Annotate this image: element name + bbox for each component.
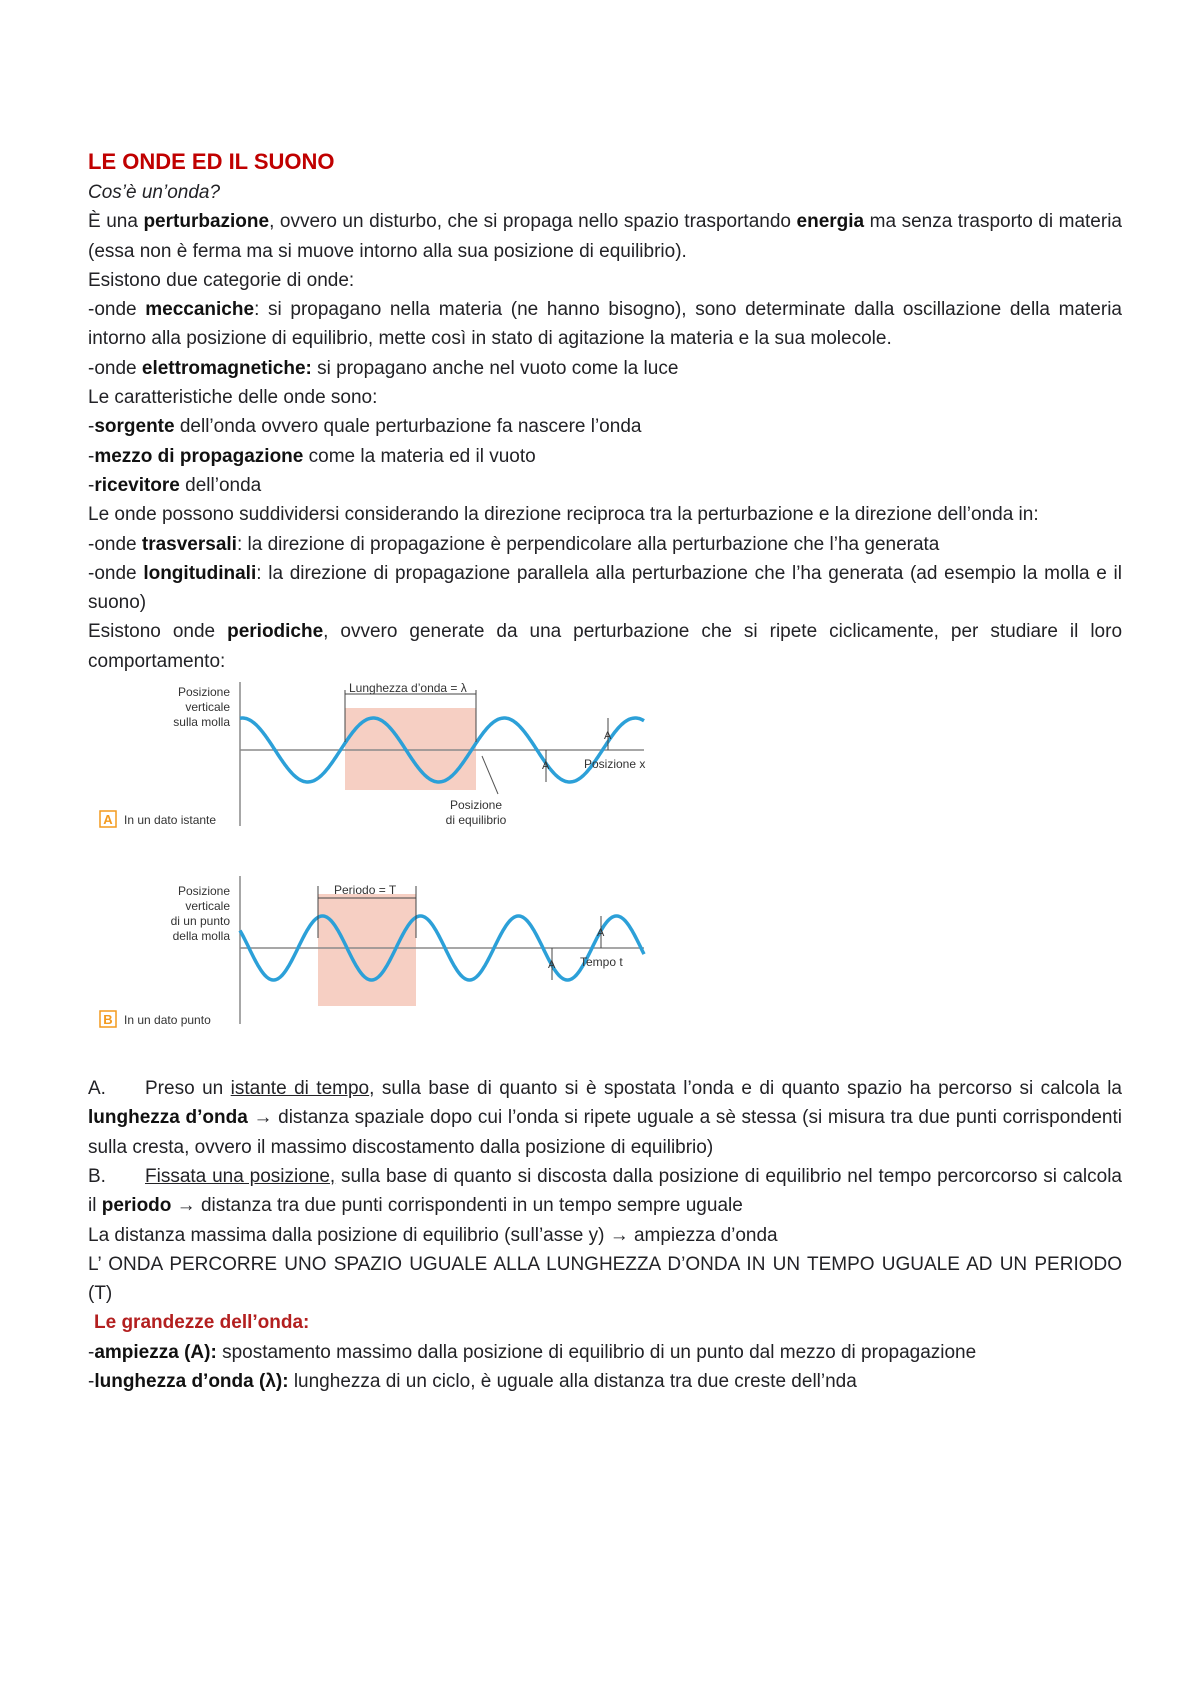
periodic-waves: Esistono onde periodiche, ovvero generate da una perturbazione che si ripete ciclicamente, per studiare il loro comportamento: bbox=[88, 621, 1123, 672]
categories-intro: Esistono due categorie di onde: bbox=[88, 269, 355, 291]
wavelength-label: Lunghezza d’onda = λ bbox=[349, 681, 467, 696]
figure-caption: In un dato punto bbox=[124, 1013, 211, 1028]
item-a: A. Preso un istante di tempo, sulla base di quanto si è spostata l’onda e di quanto spazio ha percorso si calcola la lunghezza d’onda → distanza spaziale dopo cui l’onda si ripete uguale a sè stessa (si misura tra due punti corrispondenti sulla cresta, ovvero il massimo discostamento dalla posizione di equilibrio) bbox=[88, 1078, 1123, 1158]
mechanical-waves: -onde meccaniche: si propagano nella materia (ne hanno bisogno), sono determinate dalla oscillazione della materia intorno alla posizione di equilibrio, mette così in stato di agitazione la materia e la sua molecole. bbox=[88, 299, 1122, 350]
y-axis-label: della molla bbox=[172, 929, 230, 944]
amplitude-label: A bbox=[597, 927, 605, 940]
y-axis-label: Posizione bbox=[177, 685, 230, 700]
y-axis-label: Posizione bbox=[177, 884, 230, 899]
x-axis-label: Posizione x bbox=[584, 757, 646, 772]
amplitude-label: A bbox=[548, 959, 556, 972]
figure-a bbox=[100, 681, 645, 827]
quantity-item: -lunghezza d’onda (λ): lunghezza di un ciclo, è uguale alla distanza tra due creste dell’nda bbox=[88, 1371, 857, 1393]
wave-diagram bbox=[88, 676, 1122, 1074]
em-waves: -onde elettromagnetiche: si propagano anche nel vuoto come la luce bbox=[88, 357, 679, 379]
page-title: LE ONDE ED IL SUONO bbox=[88, 149, 335, 174]
period-highlight bbox=[318, 894, 416, 1006]
caps-statement: L’ ONDA PERCORRE UNO SPAZIO UGUALE ALLA LUNGHEZZA D’ONDA IN UN TEMPO UGUALE AD UN PERIODO (T) bbox=[88, 1253, 1122, 1305]
transverse-waves: -onde trasversali: la direzione di propagazione è perpendicolare alla perturbazione che l’ha generata bbox=[88, 533, 940, 555]
feature-item: -ricevitore dell’onda bbox=[88, 474, 262, 496]
longitudinal-waves: -onde longitudinali: la direzione di propagazione parallela alla perturbazione che l’ha generata (ad esempio la molla e il suono) bbox=[88, 562, 1123, 614]
y-axis-label: sulla molla bbox=[173, 715, 230, 730]
figure-caption: In un dato istante bbox=[124, 813, 217, 828]
features-intro: Le caratteristiche delle onde sono: bbox=[88, 387, 378, 409]
subtitle: Cos’è un’onda? bbox=[88, 182, 221, 203]
document-page bbox=[88, 146, 1122, 1396]
equilibrium-label: Posizione bbox=[449, 798, 503, 813]
y-axis-label: verticale bbox=[185, 700, 230, 715]
direction-intro: Le onde possono suddividersi considerando la direzione reciproca tra la perturbazione e la direzione dell’onda in: bbox=[88, 504, 1039, 526]
amplitude-label: A bbox=[604, 730, 612, 743]
amplitude-label: A bbox=[542, 760, 550, 773]
figure-b bbox=[100, 876, 644, 1027]
intro-paragraph: È una perturbazione, ovvero un disturbo, che si propaga nello spazio trasportando energia ma senza trasporto di materia (essa non è ferma ma si muove intorno alla sua posizione di equilibrio). bbox=[88, 211, 1122, 262]
y-axis-label: verticale bbox=[185, 899, 230, 914]
figure-badge-letter: B bbox=[103, 1012, 113, 1028]
amplitude-line: La distanza massima dalla posizione di equilibrio (sull’asse y) → ampiezza d’onda bbox=[88, 1224, 778, 1246]
x-axis-label: Tempo t bbox=[580, 955, 623, 970]
equilibrium-pointer bbox=[482, 756, 498, 794]
period-label: Periodo = T bbox=[334, 883, 397, 898]
y-axis-label: di un punto bbox=[170, 914, 230, 929]
equilibrium-label: di equilibrio bbox=[445, 813, 507, 828]
feature-item: -mezzo di propagazione come la materia ed il vuoto bbox=[88, 445, 536, 467]
quantities-heading: Le grandezze dell’onda: bbox=[94, 1312, 310, 1334]
wave-figure bbox=[88, 676, 1122, 1074]
feature-item: -sorgente dell’onda ovvero quale perturbazione fa nascere l’onda bbox=[88, 416, 642, 438]
item-b: B. Fissata una posizione, sulla base di quanto si discosta dalla posizione di equilibrio nel tempo percorcorso si calcola il periodo → distanza tra due punti corrispondenti in un tempo sempre uguale bbox=[88, 1165, 1122, 1217]
quantity-item: -ampiezza (A): spostamento massimo dalla posizione di equilibrio di un punto dal mezzo di propagazione bbox=[88, 1341, 977, 1363]
figure-badge-letter: A bbox=[103, 812, 113, 828]
